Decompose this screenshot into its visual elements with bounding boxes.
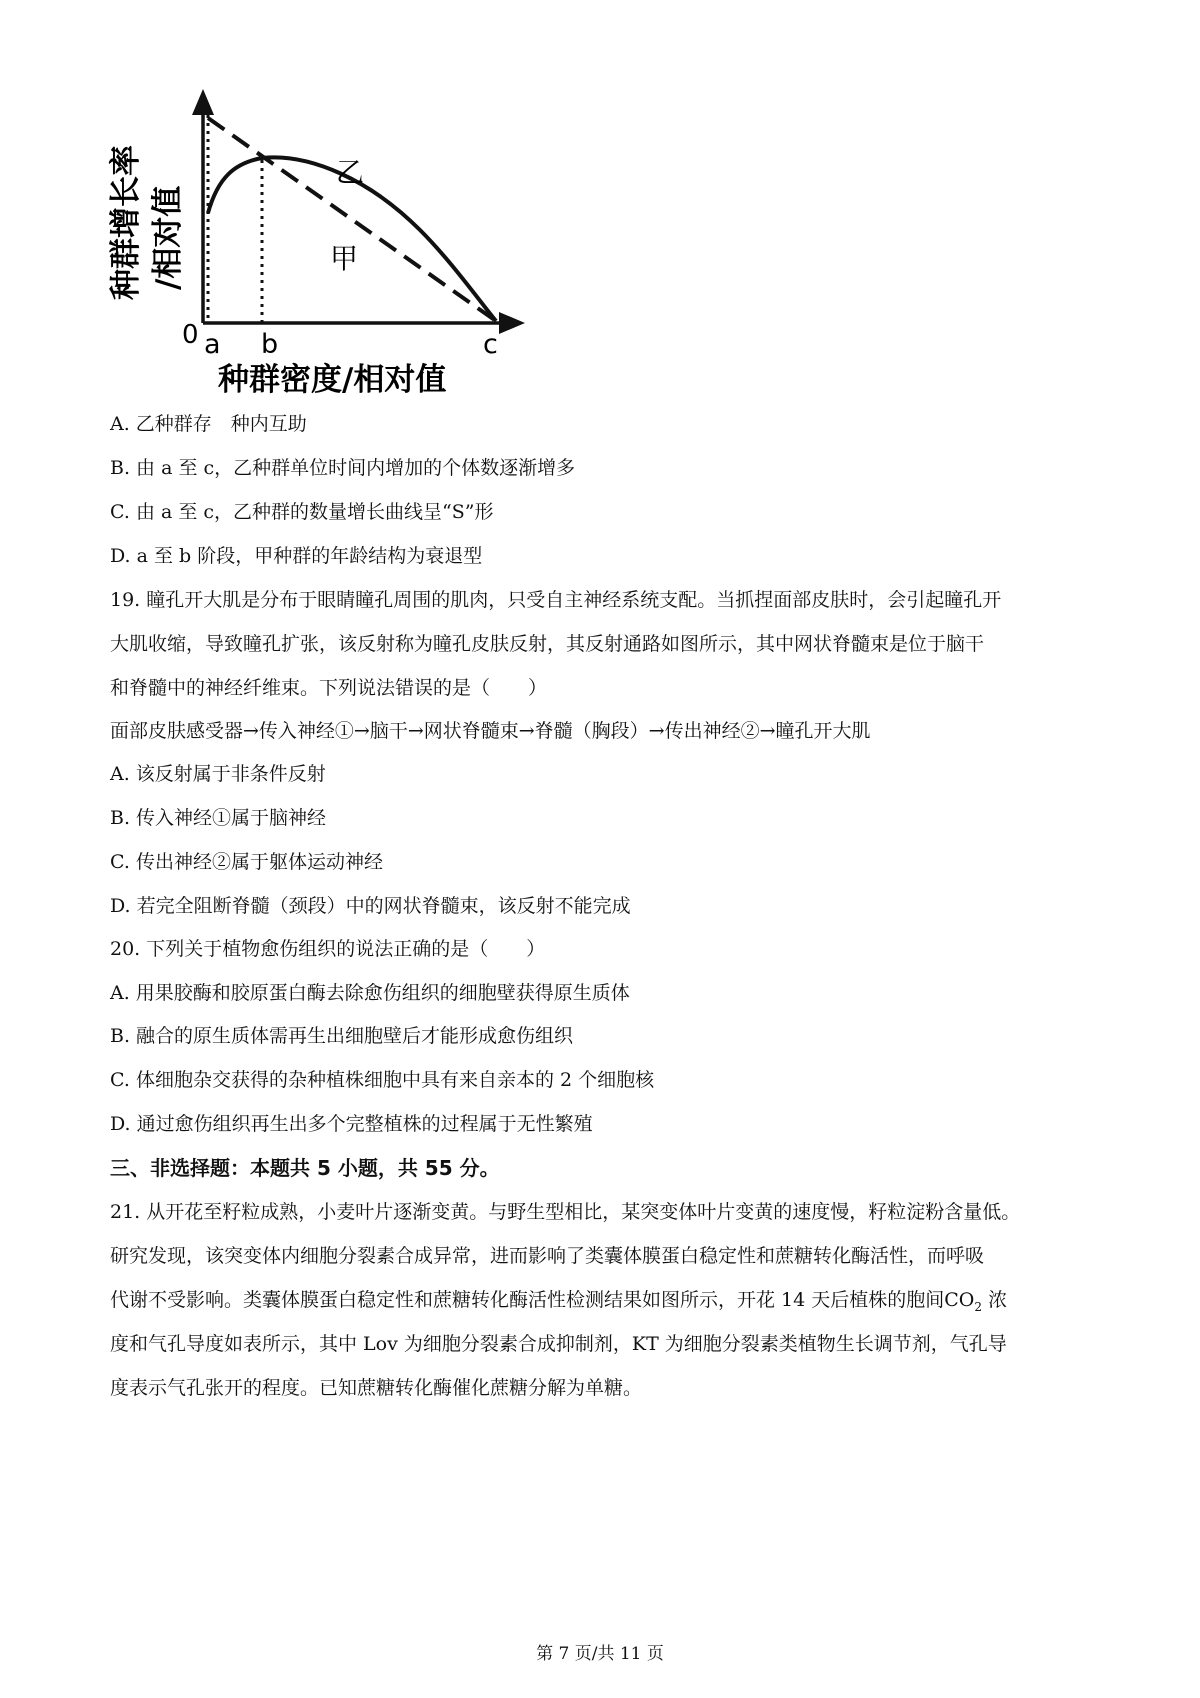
co2-formula: CO (944, 1289, 975, 1311)
tick-c-label: c (483, 329, 498, 360)
section3-heading: 三、非选择题：本题共 5 小题，共 55 分。 (110, 1156, 500, 1180)
q19-stem-line2: 大肌收缩，导致瞳孔扩张，该反射称为瞳孔皮肤反射，其反射通路如图所示，其中网状脊髓束是位于脑干 (110, 633, 985, 655)
q20-option-d: D. 通过愈伤组织再生出多个完整植株的过程属于无性繁殖 (110, 1113, 593, 1135)
q21-line3 (110, 1285, 1110, 1322)
y-axis-label-line2: /相对值 (150, 185, 186, 290)
q19-stem-line1: 19. 瞳孔开大肌是分布于眼睛瞳孔周围的肌肉，只受自主神经系统支配。当抓捏面部皮肤时，会引起瞳孔开 (110, 589, 1002, 611)
growth-rate-figure (100, 85, 560, 405)
q21-line2: 研究发现，该突变体内细胞分裂素合成异常，进而影响了类囊体膜蛋白稳定性和蔗糖转化酶活性，而呼吸 (110, 1245, 985, 1267)
curve-jia (208, 118, 496, 321)
tick-a-label: a (204, 329, 221, 360)
origin-label: 0 (182, 320, 199, 350)
q19-pathway: 面部皮肤感受器→传入神经①→脑干→网状脊髓束→脊髓（胸段）→传出神经②→瞳孔开大肌 (110, 720, 871, 742)
q20-stem: 20. 下列关于植物愈伤组织的说法正确的是（ ） (110, 938, 546, 960)
curve-yi-label: 乙 (336, 156, 365, 189)
x-axis-label: 种群密度/相对值 (218, 362, 447, 398)
x-axis-arrow (499, 312, 525, 334)
q19-option-d: D. 若完全阻断脊髓（颈段）中的网状脊髓束，该反射不能完成 (110, 895, 631, 917)
q18-option-a: A. 乙种群存 种内互助 (110, 413, 307, 435)
curve-jia-label: 甲 (330, 242, 359, 275)
q19-stem-line3: 和脊髓中的神经纤维束。下列说法错误的是（ ） (110, 677, 548, 699)
q20-option-c: C. 体细胞杂交获得的杂种植株细胞中具有来自亲本的 2 个细胞核 (110, 1069, 655, 1091)
q20-option-b: B. 融合的原生质体需再生出细胞壁后才能形成愈伤组织 (110, 1025, 574, 1047)
q18-option-b: B. 由 a 至 c，乙种群单位时间内增加的个体数逐渐增多 (110, 457, 576, 479)
q18-option-c: C. 由 a 至 c，乙种群的数量增长曲线呈“S”形 (110, 501, 494, 523)
co2-tail: 浓 (982, 1289, 1008, 1311)
q21-line4: 度和气孔导度如表所示，其中 Lov 为细胞分裂素合成抑制剂，KT 为细胞分裂素类植物生长调节剂，气孔导 (110, 1333, 1007, 1355)
q19-option-a: A. 该反射属于非条件反射 (110, 763, 326, 785)
q19-option-b: B. 传入神经①属于脑神经 (110, 807, 327, 829)
q21-line1: 21. 从开花至籽粒成熟，小麦叶片逐渐变黄。与野生型相比，某突变体叶片变黄的速度慢，籽粒淀粉含量低。 (110, 1201, 1021, 1223)
q19-option-c: C. 传出神经②属于躯体运动神经 (110, 851, 383, 873)
q21-line5: 度表示气孔张开的程度。已知蔗糖转化酶催化蔗糖分解为单糖。 (110, 1377, 643, 1399)
y-axis-label-line1: 种群增长率 (108, 145, 144, 300)
q21-line3-text: 代谢不受影响。类囊体膜蛋白稳定性和蔗糖转化酶活性检测结果如图所示，开花 14 天后植株的胞间 (110, 1289, 945, 1311)
co2-subscript: 2 (974, 1299, 983, 1314)
tick-b-label: b (261, 329, 279, 360)
q18-option-d: D. a 至 b 阶段，甲种群的年龄结构为衰退型 (110, 545, 483, 567)
page-footer: 第 7 页/共 11 页 (536, 1644, 664, 1664)
y-axis-arrow (192, 89, 214, 115)
q20-option-a: A. 用果胶酶和胶原蛋白酶去除愈伤组织的细胞壁获得原生质体 (110, 982, 630, 1004)
